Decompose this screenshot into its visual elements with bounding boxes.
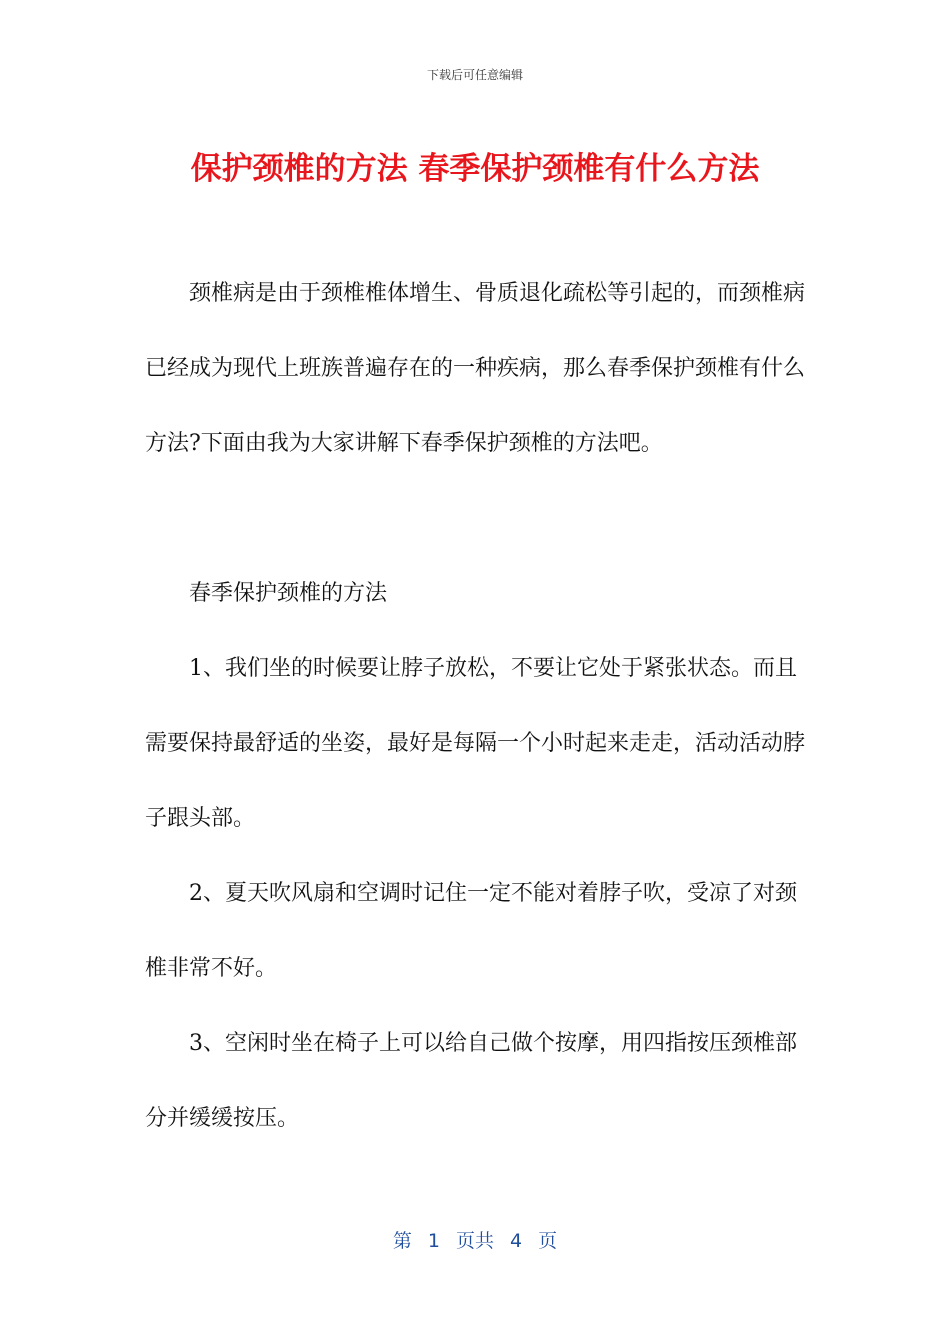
methods-section <box>145 556 805 1156</box>
method-item-1: 1、我们坐的时候要让脖子放松，不要让它处于紧张状态。而且需要保持最舒适的坐姿，最好是每隔一个小时起来走走，活动活动脖子跟头部。 <box>145 656 806 831</box>
intro-section <box>145 256 805 481</box>
page-number: 第 1 页共 4 页 <box>392 1230 558 1252</box>
document-title: 保护颈椎的方法 春季保护颈椎有什么方法 <box>190 151 760 187</box>
section-heading: 春季保护颈椎的方法 <box>189 581 388 606</box>
intro-paragraph: 颈椎病是由于颈椎椎体增生、骨质退化疏松等引起的，而颈椎病已经成为现代上班族普遍存在的一种疾病，那么春季保护颈椎有什么方法?下面由我为大家讲解下春季保护颈椎的方法吧。 <box>145 281 806 456</box>
method-item-2: 2、夏天吹风扇和空调时记住一定不能对着脖子吹，受凉了对颈椎非常不好。 <box>145 881 797 981</box>
header-note: 下载后可任意编辑 <box>426 68 523 82</box>
method-item-3: 3、空闲时坐在椅子上可以给自己做个按摩，用四指按压颈椎部分并缓缓按压。 <box>145 1031 797 1131</box>
